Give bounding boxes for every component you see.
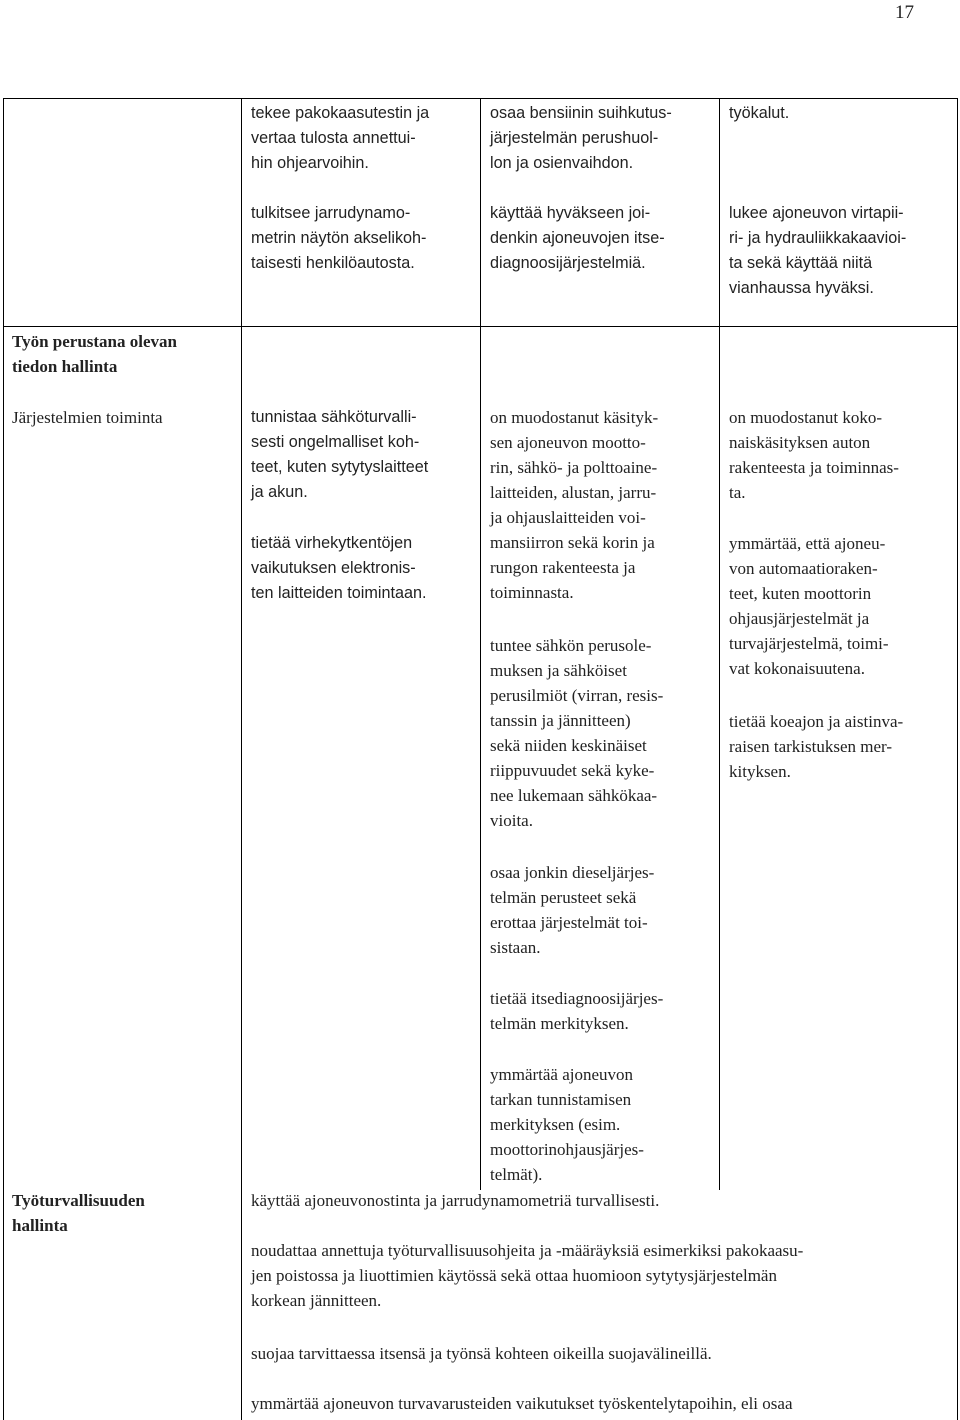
- row3-col2-text-1: tunnistaa sähköturvalli- sesti ongelmalliset koh- teet, kuten sytytyslaitteet ja akun.: [251, 408, 429, 501]
- row3-col4-text-3: tietää koeajon ja aistinva- raisen tarkistuksen mer- kityksen.: [729, 712, 904, 781]
- row-label-systems: Järjestelmien toiminta: [12, 408, 163, 427]
- row4-text-3: suojaa tarvittaessa itsensä ja työnsä kohteen oikeilla suojavälineillä.: [251, 1344, 712, 1363]
- row3-col4-text-1: on muodostanut koko- naiskäsityksen auton rakenteesta ja toiminnas- ta.: [729, 408, 899, 502]
- table-right-border: [957, 98, 958, 1420]
- row1-col3-text-2: käyttää hyväkseen joi- denkin ajoneuvojen itse- diagnoosijärjestelmiä.: [490, 204, 665, 272]
- section-heading-safety: Työturvallisuuden hallinta: [12, 1191, 145, 1235]
- table-left-border: [3, 98, 4, 1420]
- row3-col3-text-3: osaa jonkin dieseljärjes- telmän perusteet sekä erottaa järjestelmät toi- sistaan.: [490, 863, 655, 957]
- row4-text-1: käyttää ajoneuvonostinta ja jarrudynamometriä turvallisesti.: [251, 1191, 660, 1210]
- row3-col3-text-1: on muodostanut käsityk- sen ajoneuvon mootto- rin, sähkö- ja polttoaine- laitteiden, alustan, jarru- ja ohjauslaitteiden voi- mansiirron sekä korin ja rungon rakenteesta ja toiminnasta.: [490, 408, 659, 602]
- row1-col3-text-1: osaa bensiinin suihkutus- järjestelmän perushuol- lon ja osienvaihdon.: [490, 104, 672, 172]
- row1-col4-text-1: työkalut.: [729, 104, 790, 122]
- row3-col3-text-5: ymmärtää ajoneuvon tarkan tunnistamisen merkityksen (esim. moottorinohjausjärjes- telmät).: [490, 1065, 644, 1184]
- column-divider-1: [241, 98, 242, 1420]
- row4-text-2: noudattaa annettuja työturvallisuusohjeita ja -määräyksiä esimerkiksi pakokaasu- jen poistossa ja liuottimien käytössä sekä ottaa huomioon sytytysjärjestelmän korkean jännitteen.: [251, 1241, 804, 1310]
- row3-col2-text-2: tietää virhekytkentöjen vaikutuksen elektronis- ten laitteiden toimintaan.: [251, 534, 427, 602]
- section-heading-knowledge: Työn perustana olevan tiedon hallinta: [12, 332, 177, 376]
- row4-text-4: ymmärtää ajoneuvon turvavarusteiden vaikutukset työskentelytapoihin, eli osaa: [251, 1394, 793, 1413]
- column-divider-2: [480, 98, 481, 1190]
- row3-col3-text-2: tuntee sähkön perusole- muksen ja sähköiset perusilmiöt (virran, resis- tanssin ja jännitteen) sekä niiden keskinäiset riippuvuudet sekä kyke- nee lukemaan sähkökaa- vioita.: [490, 636, 664, 830]
- row3-col3-text-4: tietää itsediagnoosijärjes- telmän merkityksen.: [490, 989, 664, 1033]
- column-divider-3: [719, 98, 720, 1190]
- row1-col4-text-2: lukee ajoneuvon virtapii- ri- ja hydrauliikkakaavioi- ta sekä käyttää niitä vianhaussa hyväksi.: [729, 204, 907, 297]
- row3-col4-text-2: ymmärtää, että ajoneu- von automaatioraken- teet, kuten moottorin ohjausjärjestelmät ja turvajärjestelmä, toimi- vat kokonaisuutena.: [729, 534, 889, 678]
- row1-col2-text-1: tekee pakokaasutestin ja vertaa tulosta annettui- hin ohjearvoihin.: [251, 104, 430, 172]
- row1-col2-text-2: tulkitsee jarrudynamo- metrin näytön akselikoh- taisesti henkilöautosta.: [251, 204, 427, 272]
- page-number: 17: [895, 2, 914, 23]
